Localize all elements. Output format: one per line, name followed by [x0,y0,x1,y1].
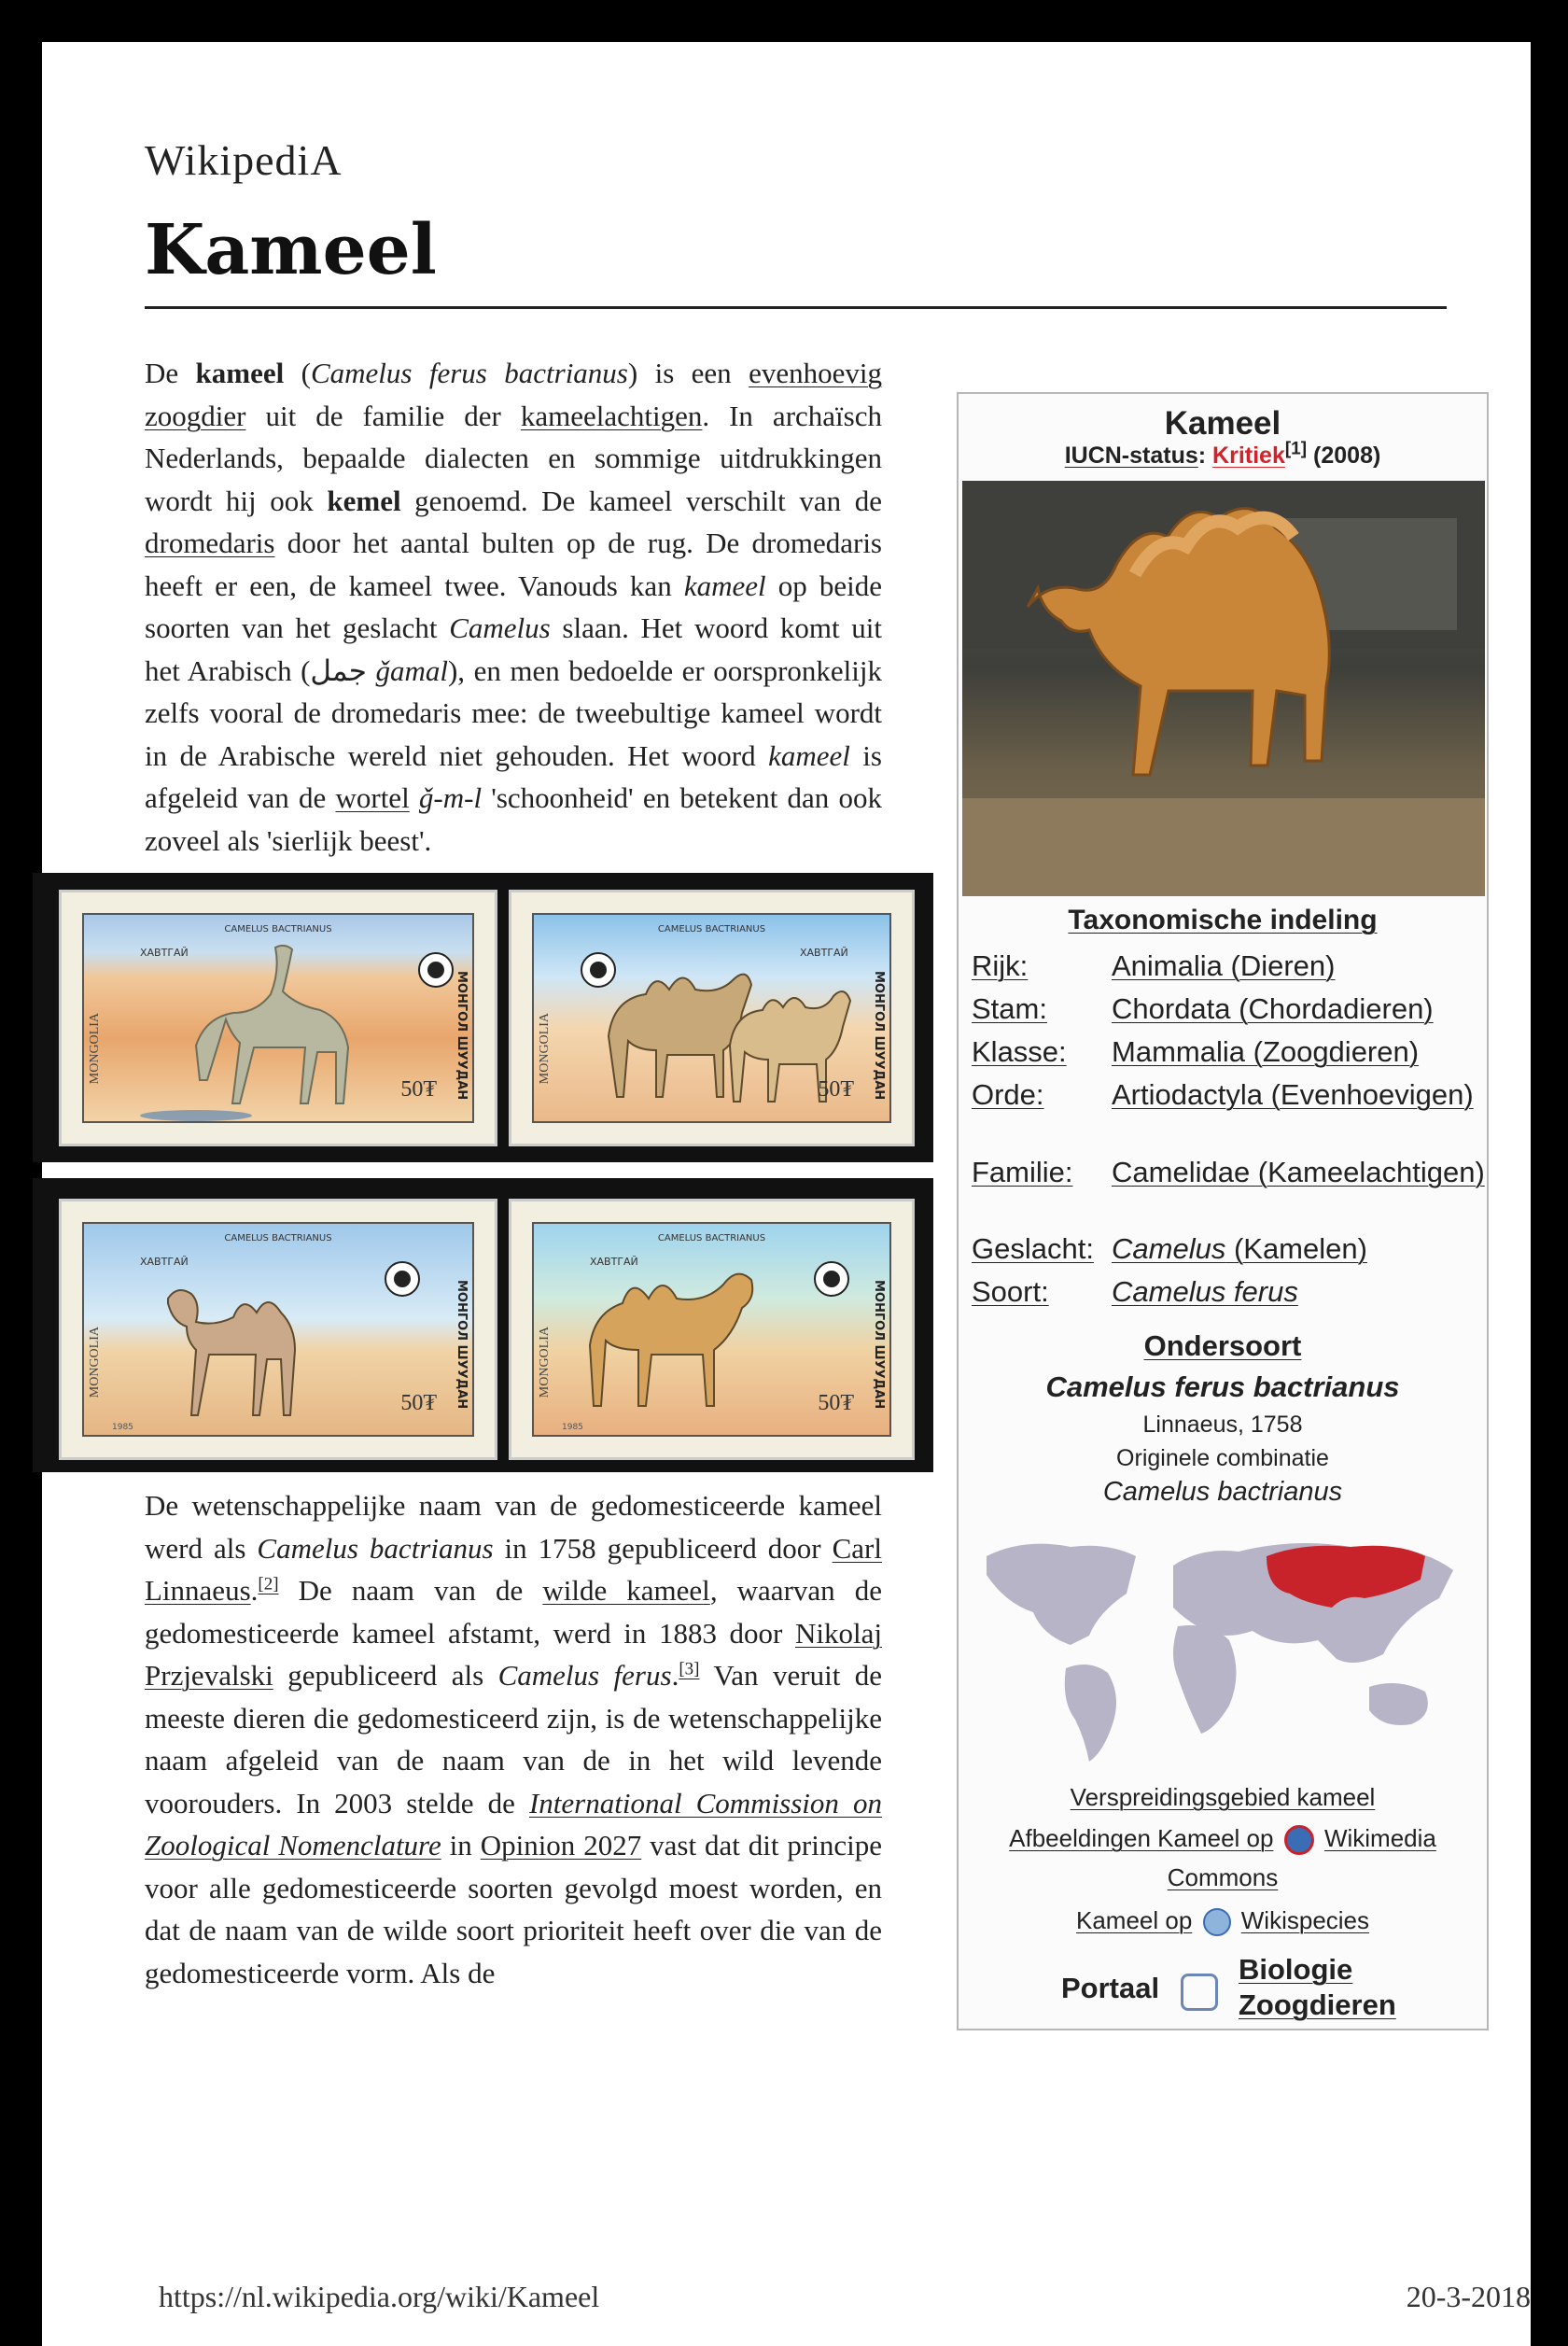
bold-term: kemel [327,484,401,517]
reference-1[interactable]: [1] [1284,439,1308,459]
original-combination-label: Originele combinatie [1116,1445,1329,1471]
link-kameel-op[interactable]: Kameel op [1075,1906,1193,1934]
stamp-year: 1985 [562,1423,583,1432]
taxon-value[interactable] [1112,1274,1485,1310]
page-title: Kameel [145,210,437,290]
stamp [59,1199,497,1460]
taxon-value[interactable]: Camelidae (Kameelachtigen) [1112,1156,1485,1188]
text: ( [284,357,311,389]
text: door het aantal bulten op de rug. De dromedaris heeft er een, de kameel twee. Vanouds kan [145,527,882,602]
reference-3[interactable]: [3] [679,1659,700,1679]
text: gepubliceerd als [273,1659,498,1692]
text: in [441,1829,481,1861]
stamp-country-mn: МОНГОЛ ШУУДАН [872,971,886,1101]
text: . In archaïsch Nederlands, bepaalde dialecten en sommige uitdrukkingen wordt hij ook [145,399,882,517]
wikimedia-commons-icon [1284,1825,1314,1855]
link-wortel[interactable]: wortel [335,781,410,814]
iucn-status [959,439,1487,470]
italic-term: kameel [683,569,766,602]
intro-paragraph [145,352,882,862]
text: De wetenschappelijke naam van de gedomesticeerde kameel werd als [145,1489,882,1565]
link-zoogdier[interactable]: zoogdier [145,399,246,432]
link-iucn-status[interactable]: IUCN-status [1064,443,1198,469]
camel-photo[interactable] [962,481,1485,896]
taxon-rank[interactable]: Klasse: [972,1035,1067,1068]
stamp-value: 50₮ [818,1391,854,1415]
taxon-value[interactable]: Animalia (Dieren) [1112,949,1336,982]
text: in 1758 gepubliceerd door [493,1531,833,1565]
link-opinion-2027[interactable]: Opinion 2027 [480,1829,642,1861]
text: : [1197,443,1213,469]
portal-zoogdieren [1239,1988,1396,2022]
stamp-caption: CAMELUS BACTRIANUS [657,1233,766,1243]
stamp-caption: CAMELUS BACTRIANUS [657,924,766,934]
italic-term: Camelus bactrianus [257,1531,494,1565]
link-taxonomie[interactable]: Taxonomische indeling [1068,905,1378,935]
link-iczn[interactable]: International Commission on Zoological Nomenclature [145,1786,882,1861]
link-verspreidingsgebied[interactable]: Verspreidingsgebied kameel [1070,1783,1376,1811]
subspecies-heading [959,1329,1487,1363]
stamp-country: MONGOLIA [88,1326,102,1398]
stamp-name: ХАВТГАЙ [800,947,848,959]
text: De naam van de [278,1574,543,1607]
taxon-rank[interactable]: Orde: [972,1078,1044,1111]
italic-term: kameel [768,738,850,772]
original-combination-name: Camelus bactrianus [1102,1477,1343,1507]
taxon-value[interactable]: Mammalia (Zoogdieren) [1112,1035,1420,1068]
stamp-value: 50₮ [400,1391,437,1415]
text: slaan. Het woord komt uit het Arabisch (جمل [145,611,882,687]
text: De [145,357,196,389]
portal-biologie [1239,1953,1352,1987]
link-afbeeldingen[interactable]: Afbeeldingen Kameel op [1009,1824,1274,1852]
wwf-panda-icon [581,952,616,988]
text: uit de familie der [245,399,521,432]
link-ondersoort[interactable]: Ondersoort [1143,1329,1302,1362]
text: ) is een [627,357,749,389]
stamp-value: 50₮ [400,1077,437,1102]
taxon-value[interactable] [1112,1231,1485,1267]
wikispecies-link [959,1906,1487,1936]
stamp-country-mn: МОНГОЛ ШУУДАН [455,971,469,1101]
stamp-country-mn: МОНГОЛ ШУУДАН [455,1280,469,1410]
taxobox [957,392,1489,2030]
taxon-value[interactable]: Chordata (Chordadieren) [1112,992,1434,1025]
link-wilde-kameel[interactable]: wilde kameel [542,1574,710,1607]
map-caption [959,1783,1487,1812]
taxon-rank[interactable]: Familie: [972,1156,1073,1188]
text: (Kamelen) [1225,1232,1367,1265]
stamp-caption: CAMELUS BACTRIANUS [224,924,332,934]
link-carl-linnaeus[interactable]: Carl Linnaeus [145,1531,882,1607]
taxon-rank[interactable]: Stam: [972,992,1047,1025]
link-commons[interactable]: Commons [1167,1863,1279,1891]
wwf-panda-icon [418,952,454,988]
stamp-year: 1985 [112,1423,133,1432]
link-kritiek[interactable]: Kritiek [1212,443,1285,469]
text: (2008) [1307,443,1381,469]
nomenclature-paragraph [145,1484,882,1994]
link-kameelachtigen[interactable]: kameelachtigen [520,399,703,432]
stamp-sheet-top [33,873,933,1162]
taxon-rank[interactable]: Soort: [972,1275,1049,1308]
italic-term: Camelus ferus bactrianus [310,357,628,389]
commons-link-2 [959,1863,1487,1892]
text: . [671,1659,679,1692]
stamp-caption: CAMELUS BACTRIANUS [224,1233,332,1243]
text: op beide soorten van het geslacht [145,569,882,644]
footer-url: https://nl.wikipedia.org/wiki/Kameel [159,2280,600,2313]
stamp-name: ХАВТГАЙ [590,1256,638,1268]
distribution-map[interactable] [977,1528,1472,1771]
wikispecies-icon [1203,1908,1231,1936]
taxon-italic: Camelus [1112,1232,1226,1265]
stamp-country-mn: МОНГОЛ ШУУДАН [872,1280,886,1410]
subspecies-name: Camelus ferus bactrianus [1045,1370,1400,1403]
link-zoogdieren[interactable]: Zoogdieren [1239,1988,1396,2021]
link-wikimedia[interactable]: Wikimedia [1323,1824,1436,1852]
stamp-country: MONGOLIA [538,1012,552,1084]
bactrian-camel-photo [962,481,1485,896]
text: . [250,1574,259,1607]
reference-2[interactable]: [2] [258,1574,279,1594]
taxon-rank[interactable]: Geslacht: [972,1232,1094,1265]
title-divider [145,306,1447,309]
italic-term: Camelus ferus [497,1659,672,1692]
text: is afgeleid van de [145,738,882,814]
stamp [59,890,497,1146]
taxon-rank[interactable]: Rijk: [972,949,1029,982]
stamp-value: 50₮ [818,1077,854,1102]
stamp [509,1199,915,1460]
text: vast dat dit principe voor alle gedomesticeerde soorten gevolgd moest worden, en dat de naam van de wilde soort prioriteit heeft over die van de gedomesticeerde vorm. Als de [145,1829,882,1989]
wwf-panda-icon [814,1261,849,1297]
link-evenhoevig[interactable]: evenhoevig [749,357,882,389]
italic-term: ǧamal [375,653,448,687]
link-biologie[interactable]: Biologie [1239,1953,1353,1986]
italic-term: ǧ-m-l [418,781,483,814]
stamp-country: MONGOLIA [538,1326,552,1398]
stamp-name: ХАВТГАЙ [140,1256,189,1268]
taxon-italic: Camelus ferus [1112,1275,1298,1308]
text: Van veruit de meeste dieren die gedomesticeerd zijn, is de wetenschappelijke naam afgeleid van de naam van de in het wild levende voorouders. In 2003 stelde de [145,1659,883,1819]
text [410,781,419,814]
text: , waarvan de gedomesticeerde kameel afstamt, werd in 1883 door [145,1574,883,1650]
stamp [509,890,915,1146]
authority: Linnaeus, 1758 [1142,1412,1303,1438]
stamp-name: ХАВТГАЙ [140,947,189,959]
wikipedia-logo[interactable]: WikipediA [145,136,343,184]
link-wikispecies[interactable]: Wikispecies [1240,1906,1370,1934]
taxon-value[interactable]: Artiodactyla (Evenhoevigen) [1112,1078,1474,1111]
text: ), en men bedoelde er oorspronkelijk zelfs vooral de dromedaris mee: de tweebultige kameel wordt in de Arabische wereld niet gehouden. Het woord [145,653,882,772]
stamp-country: MONGOLIA [88,1012,102,1084]
wwf-panda-icon [385,1261,420,1297]
link-dromedaris[interactable]: dromedaris [145,527,275,559]
infobox-title: Kameel [1164,405,1281,442]
italic-term: Camelus [449,611,551,644]
footer-date: 20-3-2018 [1406,2280,1531,2313]
portal-label: Portaal [1061,1972,1160,2004]
text: 'schoonheid' en betekent dan ook zoveel als 'sierlijk beest'. [145,781,883,857]
text: genoemd. De kameel verschilt van de [400,484,882,517]
commons-link [959,1824,1487,1855]
link-nikolaj-przjevalski[interactable]: Nikolaj Przjevalski [145,1616,882,1692]
stamp-sheet-bottom [33,1178,933,1472]
bold-term: kameel [195,357,285,389]
taxonomy-heading [959,905,1487,936]
portal-icon [1181,1974,1218,2011]
